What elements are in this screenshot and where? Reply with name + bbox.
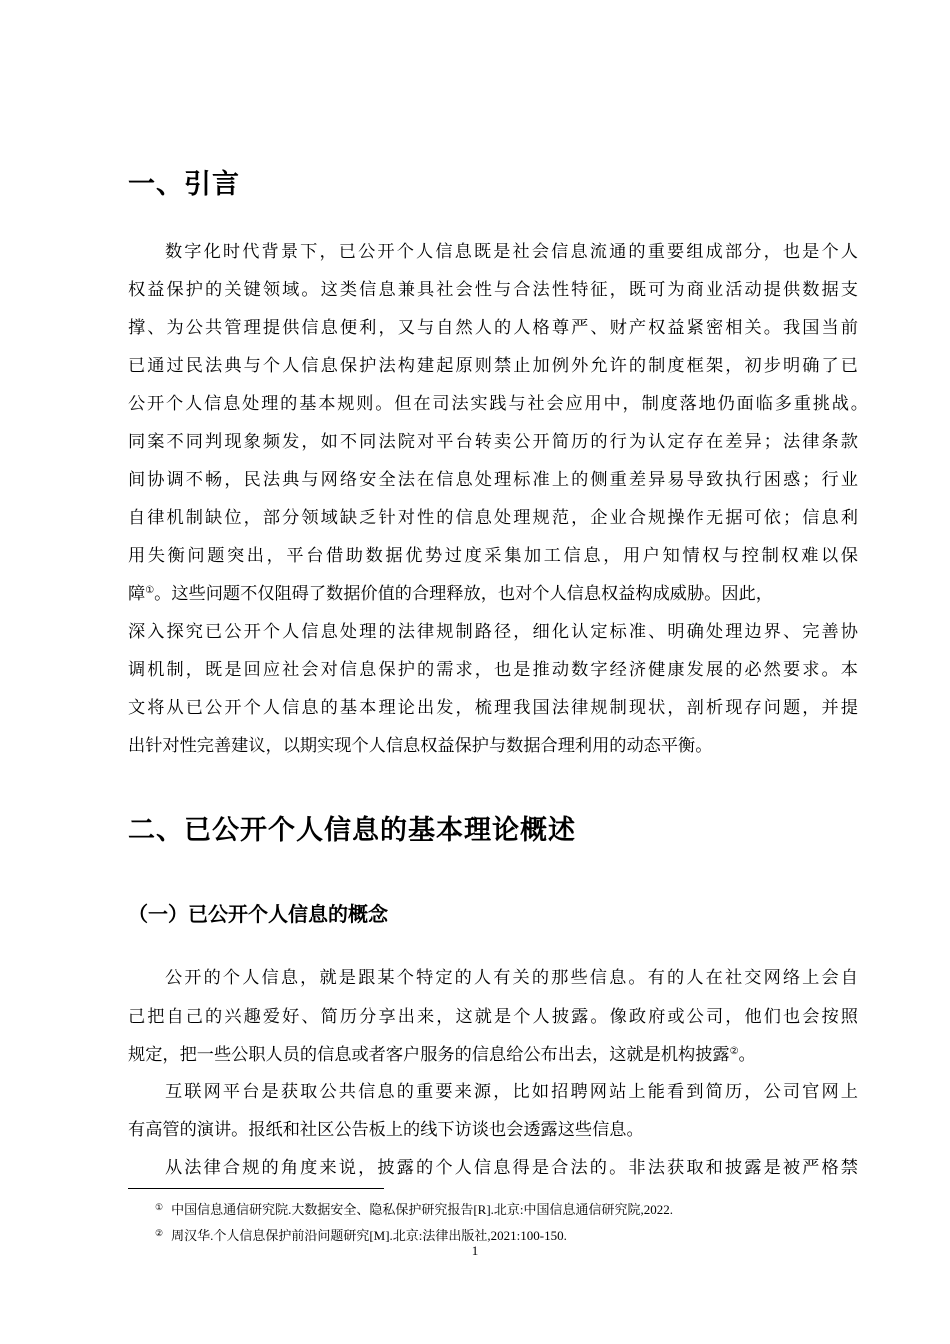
concept-line: 公开的个人信息，就是跟某个特定的人有关的那些信息。有的人在社交网络上会自: [165, 968, 858, 988]
footnote-mark-1: ①: [155, 1202, 164, 1212]
intro-line: 间协调不畅，民法典与网络安全法在信息处理标准上的侧重差异易导致执行困惑；行业: [128, 470, 858, 490]
intro-line: 出针对性完善建议，以期实现个人信息权益保护与数据合理利用的动态平衡。: [128, 736, 713, 756]
intro-line: 文将从已公开个人信息的基本理论出发，梳理我国法律规制现状，剖析现存问题，并提: [128, 698, 858, 718]
footnote-ref-1[interactable]: ①: [145, 585, 155, 596]
section-heading-intro: 一、引言: [128, 169, 240, 200]
intro-line: 公开个人信息处理的基本规则。但在司法实践与社会应用中，制度落地仍面临多重挑战。: [128, 394, 868, 414]
intro-line: 用失衡问题突出，平台借助数据优势过度采集加工信息，用户知情权与控制权难以保: [128, 546, 858, 566]
concept-line: 有高管的演讲。报纸和社区公告板上的线下访谈也会透露这些信息。: [128, 1120, 644, 1140]
section-heading-theory: 二、已公开个人信息的基本理论概述: [128, 815, 576, 846]
footnote-text-1: 中国信息通信研究院.大数据安全、隐私保护研究报告[R].北京:中国信息通信研究院,2022.: [171, 1202, 674, 1217]
concept-line: [128, 1043, 858, 1067]
concept-line: 互联网平台是获取公共信息的重要来源，比如招聘网站上能看到简历，公司官网上: [165, 1082, 858, 1102]
footnote-ref-2[interactable]: ②: [729, 1046, 739, 1057]
subsection-heading-concept: （一）已公开个人信息的概念: [128, 902, 388, 926]
intro-line: 同案不同判现象频发，如不同法院对平台转卖公开简历的行为认定存在差异；法律条款: [128, 432, 858, 452]
footnote-separator: [128, 1188, 384, 1189]
concept-line-start: 规定，把一些公职人员的信息或者客户服务的信息给公布出去，这就是机构披露: [128, 1045, 730, 1065]
footnote-2: [155, 1225, 567, 1244]
intro-line: 数字化时代背景下，已公开个人信息既是社会信息流通的重要组成部分，也是个人: [165, 242, 858, 262]
concept-line-end: 。: [738, 1045, 756, 1065]
page-number: 1: [471, 1243, 479, 1258]
intro-line: [128, 582, 858, 606]
intro-line: 深入探究已公开个人信息处理的法律规制路径，细化认定标准、明确处理边界、完善协: [128, 622, 858, 642]
intro-line: 自律机制缺位，部分领域缺乏针对性的信息处理规范，企业合规操作无据可依；信息利: [128, 508, 858, 528]
intro-line-rest: 。这些问题不仅阻碍了数据价值的合理释放，也对个人信息权益构成威胁。因此，: [154, 584, 773, 604]
concept-line: 从法律合规的角度来说，披露的个人信息得是合法的。非法获取和披露是被严格禁: [165, 1158, 858, 1178]
intro-line: 撑、为公共管理提供信息便利，又与自然人的人格尊严、财产权益紧密相关。我国当前: [128, 318, 858, 338]
footnote-text-2: 周汉华.个人信息保护前沿问题研究[M].北京:法律出版社,2021:100-150.: [171, 1228, 567, 1243]
intro-line-start: 障: [128, 584, 146, 604]
concept-line: 己把自己的兴趣爱好、简历分享出来，这就是个人披露。像政府或公司，他们也会按照: [128, 1007, 858, 1027]
footnote-1: [155, 1199, 673, 1218]
footnote-mark-2: ②: [155, 1228, 164, 1238]
intro-line: 调机制，既是回应社会对信息保护的需求，也是推动数字经济健康发展的必然要求。本: [128, 660, 858, 680]
intro-line: 权益保护的关键领域。这类信息兼具社会性与合法性特征，既可为商业活动提供数据支: [128, 280, 858, 300]
intro-line: 已通过民法典与个人信息保护法构建起原则禁止加例外允许的制度框架，初步明确了已: [128, 356, 858, 376]
